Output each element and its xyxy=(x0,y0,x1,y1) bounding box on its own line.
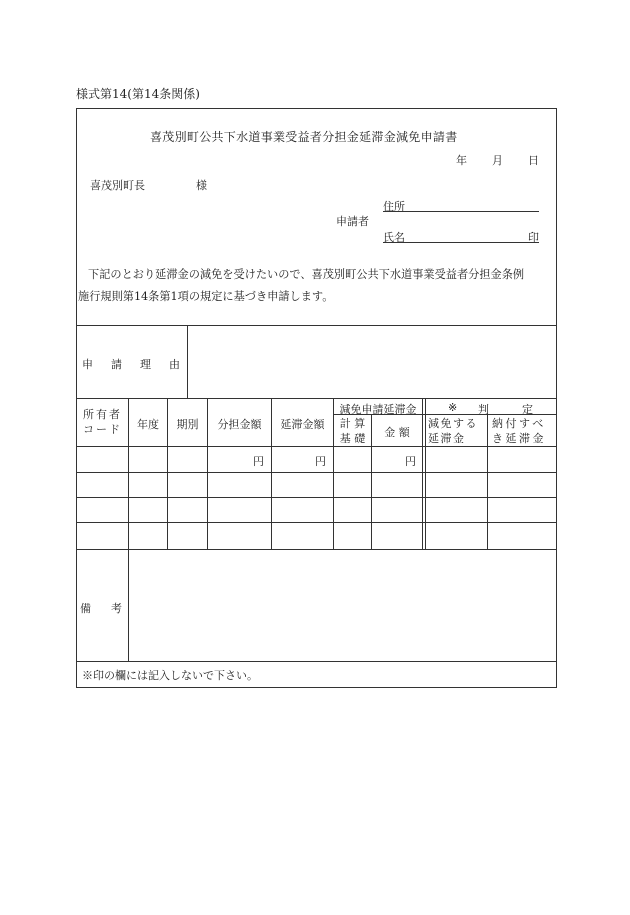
seal-mark: 印 xyxy=(528,231,539,244)
form-title: 喜茂別町公共下水道事業受益者分担金延滞金減免申請書 xyxy=(150,130,458,144)
table-row[interactable] xyxy=(77,523,556,549)
addressee-name: 喜茂別町長 xyxy=(90,179,145,192)
unit-yen-share: 円 xyxy=(253,455,264,468)
table-row[interactable] xyxy=(77,473,556,497)
body-text-line1: 下記のとおり延滞金の減免を受けたいので、喜茂別町公共下水道事業受益者分担金条例 xyxy=(88,268,525,281)
unit-yen-amount: 円 xyxy=(405,455,416,468)
name-label: 氏名 xyxy=(383,231,405,244)
footnote: ※印の欄には記入しないで下さい。 xyxy=(82,669,258,682)
table-row[interactable] xyxy=(77,498,556,522)
date-month-label: 月 xyxy=(492,154,503,167)
unit-yen-overdue: 円 xyxy=(315,455,326,468)
header-payable-overdue: 納付すべ き延滞金 xyxy=(492,417,546,445)
header-owner-code: 所有者 コード xyxy=(83,408,122,436)
reason-field[interactable] xyxy=(188,326,556,397)
header-exemption-overdue: 減免申請延滞金 xyxy=(339,403,417,416)
date-year-label: 年 xyxy=(456,154,467,167)
reason-label: 申 請 理 由 xyxy=(82,358,180,371)
name-field-line[interactable] xyxy=(383,242,539,243)
header-exempt-overdue: 減免する 延滞金 xyxy=(428,417,478,445)
address-label: 住所 xyxy=(383,200,405,213)
header-calc-basis: 計 算 基 礎 xyxy=(339,417,366,445)
address-field-line[interactable] xyxy=(383,211,539,212)
remarks-field[interactable] xyxy=(129,550,556,660)
addressee-honorific: 様 xyxy=(196,179,207,192)
header-period: 期別 xyxy=(176,418,199,431)
header-fiscal-year: 年度 xyxy=(137,418,159,431)
date-day-label: 日 xyxy=(528,154,539,167)
header-amount: 金 額 xyxy=(384,426,410,439)
table-row[interactable] xyxy=(77,447,556,472)
form-number: 様式第14(第14条関係) xyxy=(76,87,200,101)
applicant-label: 申請者 xyxy=(336,215,369,228)
body-text-line2: 施行規則第14条第1項の規定に基づき申請します。 xyxy=(78,290,334,303)
remarks-label: 備 考 xyxy=(80,602,122,615)
header-share-amount: 分担金額 xyxy=(217,418,262,431)
header-overdue-amount: 延滞金額 xyxy=(280,418,325,431)
